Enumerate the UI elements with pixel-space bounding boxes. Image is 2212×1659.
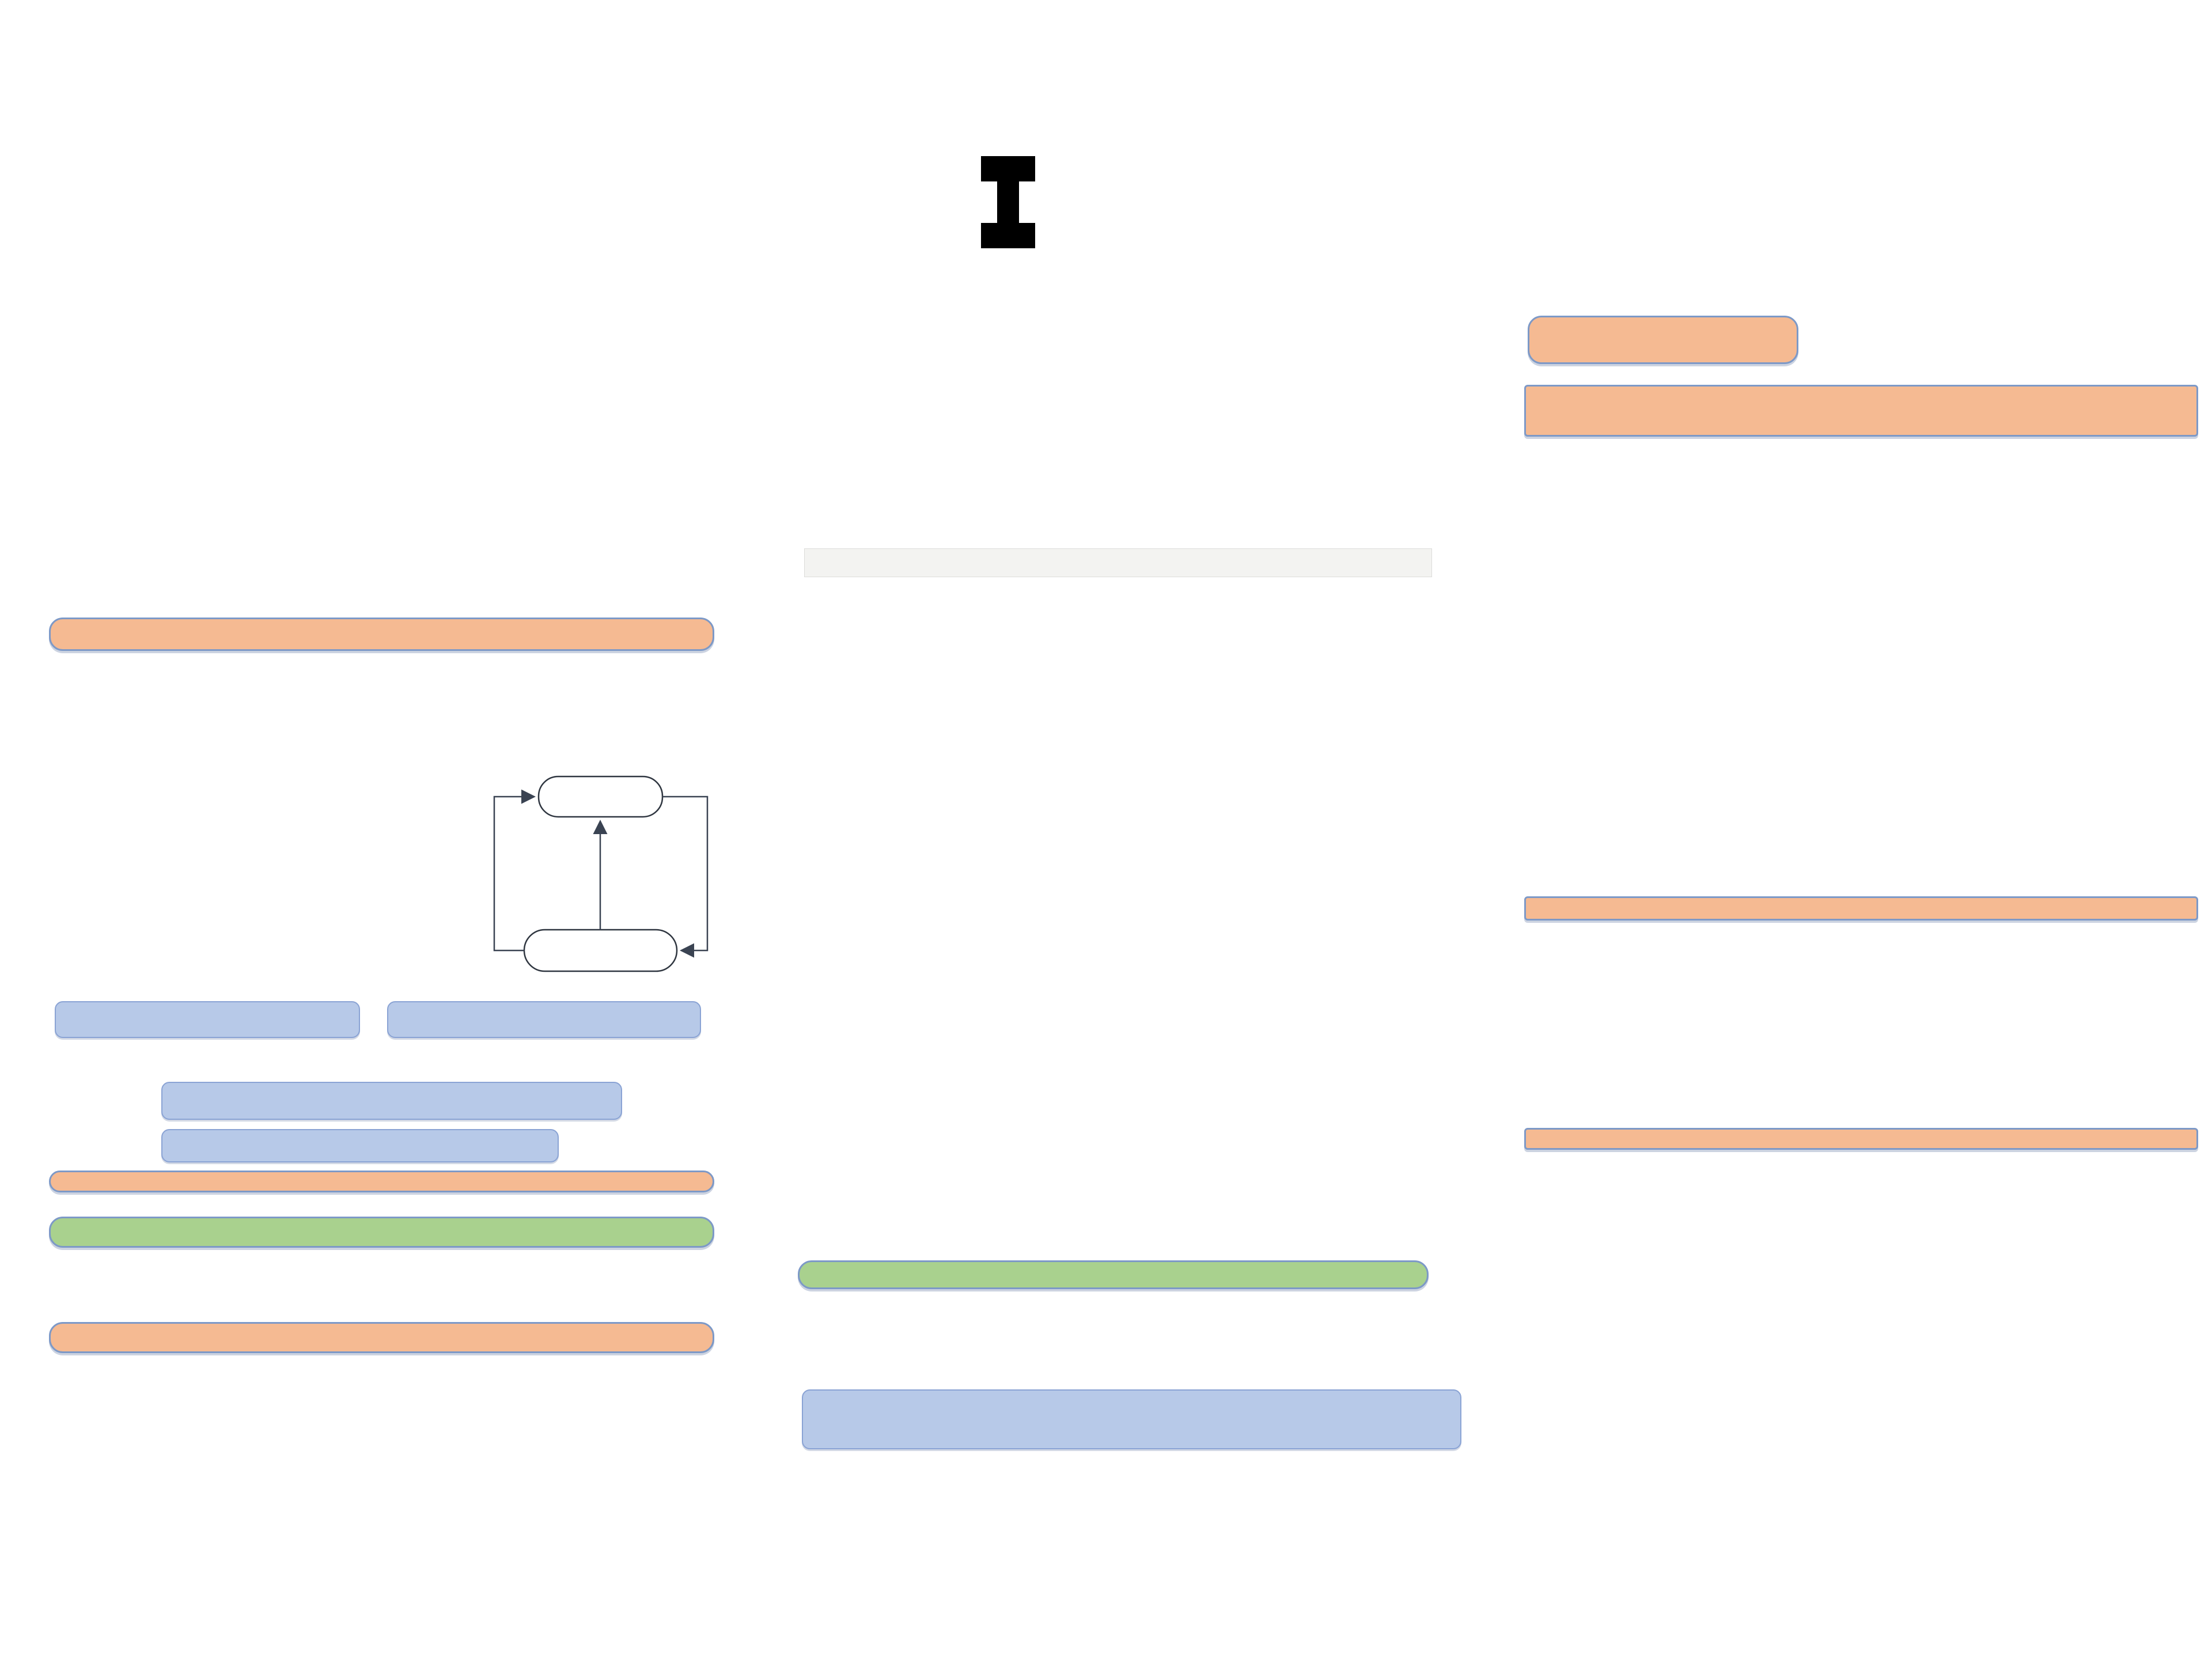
neurips-logo-icon: [1835, 104, 2013, 282]
bellman-eq: [161, 1082, 622, 1120]
action-arrow: [662, 797, 707, 950]
regret-definition-eq: [802, 1389, 1461, 1449]
assumption-note-box: [798, 1260, 1429, 1289]
algorithm-pseudocode: [804, 548, 1432, 577]
footer-bar: [0, 1646, 2212, 1659]
q-function-eq: [387, 1001, 701, 1038]
chart-method-comparison: [1498, 646, 1895, 848]
approach-box: [49, 1322, 714, 1353]
agent-box: [539, 777, 662, 817]
challenges-box: [49, 1217, 714, 1248]
regret-bound-eq: [1528, 316, 1798, 364]
observation-arrow: [494, 797, 533, 950]
value-function-eq: [55, 1001, 360, 1038]
error-terms-box: [1524, 385, 2198, 437]
qr-code: [2003, 1295, 2194, 1485]
uiuc-logo: [979, 154, 1037, 253]
goal-box: [49, 1171, 714, 1192]
environment-box: [524, 930, 677, 971]
takeaways-box: [1524, 896, 2198, 921]
future-work-box: [1524, 1128, 2198, 1150]
research-question-box: [49, 618, 714, 651]
sigma-eq: [161, 1129, 559, 1162]
agent-environment-diagram: [444, 766, 757, 997]
chart-history-length-noise: [1900, 650, 2210, 847]
uiuc-block-i-icon: [979, 154, 1037, 250]
